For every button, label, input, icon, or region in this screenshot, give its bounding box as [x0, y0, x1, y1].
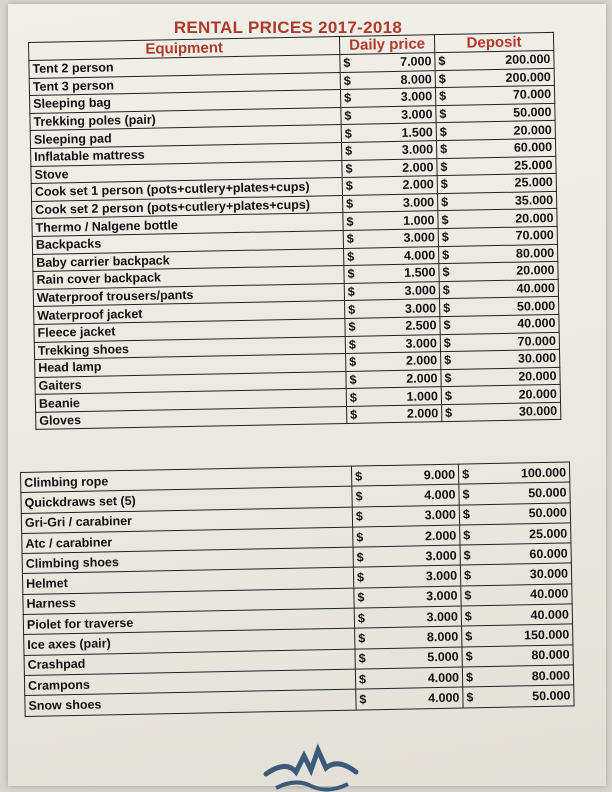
daily-price	[347, 405, 442, 424]
equipment-name: Piolet for traverse	[23, 608, 354, 635]
currency-symbol: $	[441, 212, 449, 227]
currency-symbol: $	[465, 669, 474, 685]
deposit	[460, 523, 571, 545]
daily-price-value: 3.000	[401, 142, 434, 158]
equipment-name: Trekking poles (pair)	[30, 107, 341, 131]
deposit	[438, 209, 557, 229]
deposit-value: 200.000	[505, 52, 551, 68]
daily-price	[344, 281, 439, 300]
deposit-value: 20.000	[515, 210, 554, 226]
daily-price	[353, 525, 460, 547]
daily-price-value: 1.000	[403, 212, 435, 228]
deposit-value: 20.000	[516, 263, 555, 279]
equipment-name: Sleeping pad	[30, 125, 341, 149]
deposit	[441, 349, 560, 369]
equipment-name: Helmet	[22, 568, 353, 595]
currency-symbol: $	[440, 177, 448, 192]
deposit-value: 50.000	[516, 298, 556, 314]
currency-symbol: $	[444, 353, 452, 368]
deposit-value: 20.000	[518, 368, 557, 384]
currency-symbol: $	[348, 337, 356, 352]
equipment-name: Gri-Gri / carabiner	[21, 507, 352, 534]
deposit-value: 20.000	[513, 122, 552, 138]
deposit	[460, 543, 571, 565]
daily-price	[354, 606, 461, 628]
deposit	[460, 563, 571, 585]
currency-symbol: $	[463, 568, 472, 583]
daily-price	[353, 566, 460, 588]
deposit-value: 70.000	[517, 333, 556, 349]
equipment-name: Stove	[31, 160, 342, 184]
currency-symbol: $	[441, 195, 449, 210]
deposit	[435, 86, 554, 106]
deposit-value: 70.000	[515, 228, 554, 243]
equipment-name: Atc / carabiner	[22, 527, 353, 554]
currency-symbol: $	[348, 319, 356, 335]
deposit	[436, 121, 555, 141]
equipment-name: Crashpad	[24, 649, 355, 676]
daily-price-value: 4.000	[427, 670, 460, 685]
daily-price	[343, 229, 438, 248]
daily-price	[342, 193, 437, 212]
daily-price-value: 3.000	[402, 195, 435, 210]
currency-symbol: $	[442, 247, 450, 262]
currency-symbol: $	[356, 529, 364, 545]
deposit	[435, 50, 554, 70]
currency-symbol: $	[438, 71, 446, 87]
currency-symbol: $	[441, 230, 449, 245]
equipment-name: Baby carrier backpack	[33, 248, 344, 272]
currency-symbol: $	[465, 629, 473, 644]
equipment-name: Cook set 2 person (pots+cutlery+plates+cups)	[32, 195, 343, 219]
deposit	[440, 332, 559, 352]
daily-price-value: 9.000	[423, 467, 456, 482]
daily-price-value: 3.000	[404, 300, 437, 316]
deposit-value: 80.000	[531, 668, 571, 683]
daily-price	[346, 352, 441, 371]
deposit	[435, 68, 554, 88]
currency-symbol: $	[346, 214, 354, 229]
equipment-name: Rain cover backpack	[33, 266, 344, 290]
currency-symbol: $	[355, 489, 363, 504]
currency-symbol: $	[346, 196, 354, 211]
daily-price-value: 2.000	[406, 371, 438, 386]
equipment-name: Tent 2 person	[29, 55, 340, 79]
equipment-name: Snow shoes	[25, 689, 356, 716]
deposit-value: 50.000	[528, 505, 568, 521]
currency-symbol: $	[349, 372, 357, 387]
currency-symbol: $	[349, 390, 357, 405]
currency-symbol: $	[444, 370, 452, 386]
currency-symbol: $	[344, 126, 352, 141]
deposit	[438, 226, 557, 246]
currency-symbol: $	[347, 284, 355, 299]
equipment-name: Ice axes (pair)	[24, 628, 355, 655]
deposit-value: 60.000	[529, 546, 568, 562]
daily-price-value: 3.000	[404, 283, 436, 298]
deposit	[438, 244, 557, 264]
currency-symbol: $	[359, 692, 367, 707]
deposit-value: 40.000	[517, 316, 556, 331]
daily-price	[341, 105, 436, 124]
currency-symbol: $	[358, 631, 366, 646]
daily-price	[355, 667, 462, 689]
deposit-value: 60.000	[513, 140, 553, 155]
currency-symbol: $	[343, 56, 351, 71]
equipment-name: Waterproof trousers/pants	[33, 283, 344, 307]
daily-price	[341, 123, 436, 142]
daily-price-value: 1.500	[401, 124, 433, 140]
currency-symbol: $	[464, 588, 472, 603]
deposit-value: 30.000	[518, 404, 558, 419]
equipment-name: Fleece jacket	[34, 318, 345, 342]
daily-price	[354, 586, 461, 608]
currency-symbol: $	[464, 609, 472, 624]
daily-price-value: 8.000	[426, 629, 459, 645]
deposit	[436, 138, 555, 158]
daily-price-value: 2.000	[405, 353, 438, 369]
deposit	[461, 584, 572, 606]
deposit-value: 25.000	[514, 157, 553, 173]
daily-price-value: 3.000	[425, 548, 457, 564]
deposit-value: 200.000	[505, 69, 551, 85]
equipment-name: Inflatable mattress	[31, 142, 342, 166]
currency-symbol: $	[438, 89, 447, 104]
equipment-name: Cook set 1 person (pots+cutlery+plates+cups)	[31, 178, 342, 202]
daily-price	[351, 464, 458, 486]
deposit-value: 70.000	[512, 87, 552, 103]
deposit-value: 50.000	[532, 688, 571, 704]
currency-symbol: $	[355, 509, 364, 524]
daily-price-value: 3.000	[425, 568, 458, 584]
currency-symbol: $	[440, 159, 448, 174]
daily-price	[346, 369, 441, 388]
daily-price	[344, 264, 439, 283]
currency-symbol: $	[358, 651, 366, 666]
daily-price	[342, 176, 437, 195]
deposit-value: 150.000	[523, 627, 570, 643]
daily-price	[343, 211, 438, 230]
daily-price	[345, 317, 440, 336]
equipment-price-table	[28, 32, 561, 430]
deposit	[439, 261, 558, 281]
deposit	[436, 103, 555, 123]
deposit-value: 40.000	[516, 280, 555, 296]
climbing-rows	[21, 462, 575, 716]
currency-symbol: $	[345, 161, 353, 176]
daily-price	[342, 158, 437, 177]
daily-price	[356, 687, 463, 709]
currency-symbol: $	[439, 107, 447, 122]
deposit-value: 30.000	[529, 566, 569, 582]
equipment-name: Head lamp	[35, 354, 346, 378]
deposit-value: 35.000	[514, 192, 554, 208]
deposit	[439, 279, 558, 299]
sun-mountain-logo-icon	[256, 742, 366, 792]
equipment-name: Climbing rope	[21, 466, 352, 493]
deposit	[459, 503, 570, 525]
daily-price	[355, 647, 462, 669]
daily-price	[355, 626, 462, 648]
currency-symbol: $	[349, 355, 357, 370]
daily-price-value: 4.000	[403, 248, 436, 263]
deposit	[462, 624, 573, 646]
equipment-name: Gloves	[36, 406, 347, 430]
daily-price-value: 3.000	[426, 609, 458, 624]
deposit	[437, 174, 556, 194]
currency-symbol: $	[356, 550, 364, 565]
equipment-name: Quickdraws set (5)	[21, 486, 352, 513]
equipment-header: Equipment	[29, 37, 340, 61]
daily-price-value: 4.000	[424, 487, 456, 503]
equipment-name: Gaiters	[35, 371, 346, 395]
deposit	[442, 402, 561, 422]
currency-symbol: $	[445, 406, 453, 421]
deposit	[462, 645, 573, 667]
daily-price-value: 3.000	[400, 89, 433, 105]
currency-symbol: $	[444, 388, 452, 403]
daily-price-value: 3.000	[401, 107, 433, 122]
currency-symbol: $	[465, 649, 473, 664]
daily-price	[340, 88, 435, 107]
daily-price	[352, 505, 459, 527]
deposit-value: 50.000	[513, 105, 552, 120]
daily-price-header: Daily price	[339, 35, 434, 55]
currency-symbol: $	[348, 302, 356, 317]
equipment-name: Sleeping bag	[30, 90, 341, 114]
deposit-value: 25.000	[514, 175, 553, 191]
currency-symbol: $	[346, 232, 354, 247]
currency-symbol: $	[466, 690, 474, 705]
deposit-value: 20.000	[518, 386, 557, 402]
daily-price	[352, 484, 459, 506]
daily-price	[345, 299, 440, 318]
currency-symbol: $	[345, 179, 353, 194]
currency-symbol: $	[461, 467, 470, 482]
currency-symbol: $	[443, 300, 451, 315]
daily-price-value: 2.000	[402, 160, 434, 175]
deposit-value: 25.000	[528, 526, 568, 541]
deposit-value: 80.000	[515, 245, 555, 261]
equipment-name: Trekking shoes	[34, 336, 345, 360]
equipment-name: Waterproof jacket	[34, 301, 345, 325]
equipment-name: Beanie	[35, 389, 346, 413]
daily-price-value: 7.000	[400, 54, 432, 70]
daily-price	[345, 334, 440, 353]
daily-price-value: 2.500	[405, 318, 437, 334]
daily-price-value: 4.000	[428, 690, 460, 706]
deposit	[459, 482, 570, 504]
currency-symbol: $	[357, 611, 365, 626]
daily-price	[340, 70, 435, 89]
daily-price	[340, 53, 435, 72]
currency-symbol: $	[463, 527, 471, 543]
daily-price-value: 3.000	[424, 507, 457, 523]
daily-price-value: 1.000	[406, 388, 439, 404]
deposit	[437, 156, 556, 176]
daily-price-value: 2.000	[406, 406, 439, 421]
daily-price	[344, 246, 439, 265]
currency-symbol: $	[443, 335, 451, 350]
daily-price-value: 3.000	[405, 336, 437, 351]
currency-symbol: $	[438, 54, 446, 69]
daily-price-value: 5.000	[427, 649, 459, 665]
equipment-name: Climbing shoes	[22, 547, 353, 574]
currency-symbol: $	[358, 672, 367, 687]
deposit	[441, 367, 560, 387]
deposit	[440, 297, 559, 317]
daily-price-value: 2.000	[402, 177, 434, 193]
equipment-name: Crampons	[24, 669, 355, 696]
currency-symbol: $	[356, 570, 365, 585]
currency-symbol: $	[345, 144, 353, 159]
currency-symbol: $	[462, 507, 470, 522]
daily-price	[346, 387, 441, 406]
currency-symbol: $	[350, 407, 358, 423]
currency-symbol: $	[439, 124, 447, 139]
deposit-value: 30.000	[517, 351, 557, 367]
price-sheet	[8, 4, 606, 786]
deposit-value: 100.000	[520, 465, 567, 481]
daily-price-value: 8.000	[400, 72, 432, 87]
currency-symbol: $	[443, 318, 451, 333]
daily-price-value: 1.500	[404, 265, 436, 281]
daily-price	[341, 141, 436, 160]
currency-symbol: $	[347, 267, 355, 282]
deposit-value: 40.000	[530, 607, 569, 622]
equipment-name: Backpacks	[32, 230, 343, 254]
daily-price	[353, 545, 460, 567]
page-title: RENTAL PRICES 2017-2018	[173, 18, 403, 37]
currency-symbol: $	[440, 142, 448, 157]
currency-symbol: $	[442, 282, 450, 298]
deposit-value: 40.000	[530, 586, 569, 602]
deposit	[441, 385, 560, 405]
equipment-name: Harness	[23, 588, 354, 615]
climbing-price-table	[20, 461, 575, 716]
deposit-header: Deposit	[434, 32, 553, 52]
currency-symbol: $	[357, 590, 365, 605]
deposit	[461, 604, 572, 626]
deposit	[463, 685, 574, 707]
currency-symbol: $	[462, 487, 470, 502]
currency-symbol: $	[347, 249, 355, 264]
currency-symbol: $	[344, 108, 352, 124]
deposit	[458, 462, 569, 484]
daily-price-value: 3.000	[403, 230, 435, 246]
daily-price-value: 3.000	[426, 589, 458, 604]
deposit-value: 80.000	[531, 647, 570, 663]
currency-symbol: $	[355, 469, 363, 484]
currency-symbol: $	[463, 548, 471, 563]
deposit-value: 50.000	[528, 485, 567, 501]
deposit	[440, 314, 559, 334]
equipment-name: Tent 3 person	[29, 72, 340, 96]
currency-symbol: $	[344, 91, 352, 106]
equipment-name: Thermo / Nalgene bottle	[32, 213, 343, 237]
equipment-rows	[29, 50, 561, 429]
daily-price-value: 2.000	[424, 528, 457, 543]
currency-symbol: $	[343, 73, 351, 88]
deposit	[462, 665, 573, 687]
deposit	[437, 191, 556, 211]
currency-symbol: $	[442, 265, 450, 280]
